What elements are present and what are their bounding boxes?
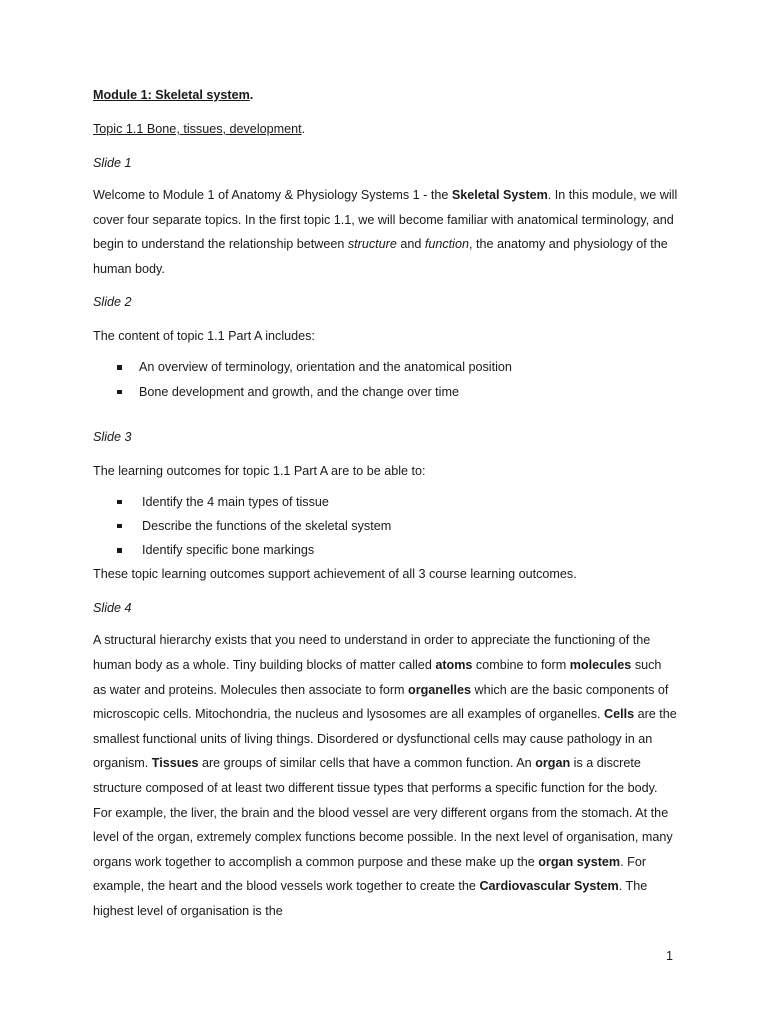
document-body [93,86,678,924]
topic-title: Topic 1.1 Bone, tissues, development. [93,122,306,136]
square-bullet-icon [117,500,122,505]
list-item: Identify specific bone markings [93,538,678,562]
list-item: An overview of terminology, orientation and the anatomical position [93,355,678,379]
slide-3-intro: The learning outcomes for topic 1.1 Part A are to be able to: [93,463,426,478]
list-item: Identify the 4 main types of tissue [93,490,678,514]
slide-2-label: Slide 2 [93,295,132,310]
square-bullet-icon [117,390,122,395]
page-number: 1 [666,949,674,963]
slide-3-label: Slide 3 [93,429,132,444]
slide-2-intro: The content of topic 1.1 Part A includes: [93,329,315,344]
slide-3-outro: These topic learning outcomes support achievement of all 3 course learning outcomes. [93,567,577,582]
slide-4-label: Slide 4 [93,601,132,616]
module-title: Module 1: Skeletal system. [93,88,254,102]
square-bullet-icon [117,365,122,370]
slide-1-label: Slide 1 [93,156,132,170]
square-bullet-icon [117,548,122,553]
square-bullet-icon [117,524,122,529]
slide-4-paragraph: A structural hierarchy exists that you need to understand in order to appreciate the functioning of the human body as a whole. Tiny building blocks of matter called atoms combine to form molecules such as water and proteins. Molecules then associate to form organelles which are the basic components of microscopic cells. Mitochondria, the nucleus and lysosomes are all examples of organelles. Cells are the smallest functional units of living things. Disordered or dysfunctional cells may cause pathology in an organism. Tissues are groups of similar cells that have a common function. An organ is a discrete structure composed of at least two different tissue types that performs a specific function for the body. For example, the liver, the brain and the blood vessel are very different organs from the stomach. At the level of the organ, extremely complex functions become possible. In the next level of organisation, many organs work together to accomplish a common purpose and these make up the organ system. For example, the heart and the blood vessels work together to create the Cardiovascular System. The highest level of organisation is the [93,633,677,918]
slide-1-paragraph: Welcome to Module 1 of Anatomy & Physiology Systems 1 - the Skeletal System. In this module, we will cover four separate topics. In the first topic 1.1, we will become familiar with anatomical terminology, and begin to understand the relationship between structure and function, the anatomy and physiology of the human body. [93,188,678,276]
list-item: Describe the functions of the skeletal system [93,514,678,538]
slide-2-bullet-list [93,355,678,403]
slide-3-bullet-list [93,490,678,563]
list-item: Bone development and growth, and the change over time [93,380,678,404]
